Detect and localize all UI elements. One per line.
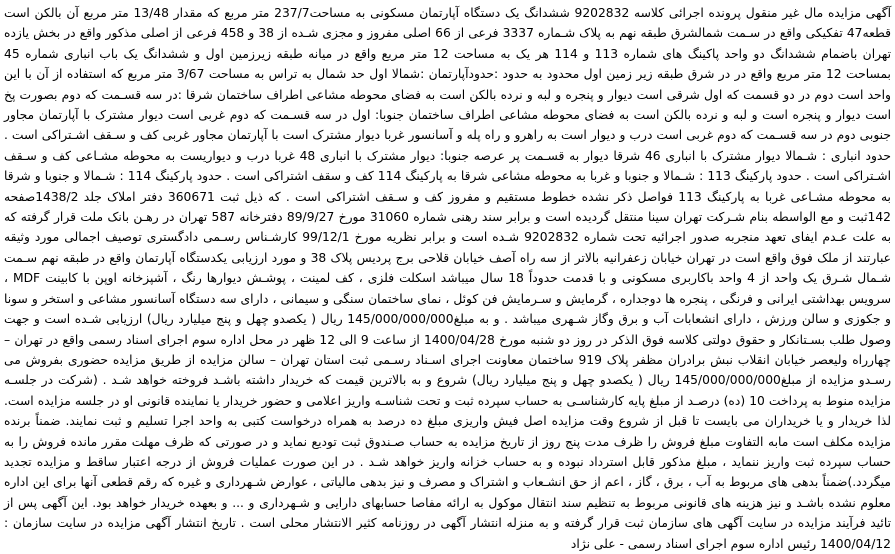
auction-notice-text: آگهی مزایده مال غیر منقول پرونده اجرائی کلاسه 9202832 ششدانگ یک دستگاه آپارتمان مسکونی به مساحت237/7 متر مربع که مقدار 13/48 متر مربع آن بالکن است قطعه47 تفکیکی واقع در سـمت شمالشرق طبقه نهم به پلاک شـماره 3337 فرعی از 66 اصلی مفروز و مجزی شـده از 38 و 458 فرعی از اصلی مذکور واقع در بخش یازده تهران باضمام ششدانگ دو واحد پاکینگ های شماره 113 و 114 هر یک به مساحت 12 متر مربع واقع در میانه طبقه زیرزمین اول و ششدانگ یک باب انباری شماره 45 بمساحت 12 متر مربع واقع در در شرق طبقه زیر زمین اول محدود به حدود :حدودآپارتمان :شمالا اول حد شمال به تراس به مساحت 3/67 متر مربع که استفاده از آن با این واحد است دوم در دو قسمت که اول شرقی است دیوار و پنجره و لبه و نرده بالکن است به فضای محوطه مشاعی اطراف ساختمان شرقا :در سه قسـمت که دوم بصورت پخ است دیوار و پنجره است و لبه و نرده بالکن است به فضای محوطه مشاعی اطراف ساختمان جنوبا: اول در سه قسـمت که دوم غربی است دیوار مشترک با آپارتمان مجاور جنوبی دوم در سه قسـمت که دوم غربی است درب و دیوار است به راهرو و راه پله و آسانسور غربا دیوار مشترک است با آپارتمان مجاور غربی کف و سـقف اشـتراکی است . حدود انباری : شـمالا دیوار مشترک با انباری 46 شرقا دیوار به قسـمت پر عرصه جنوبا: دیوار مشترک با انباری 48 غربا درب و دیواریست به محوطه مشـاعی کف و سـقف اشـتراکی است . حدود پارکینگ 113 : شـمالا و جنوبا و غربا به محوطه مشاعی شرقا به پارکینگ 114 کف و سقف اشتراکی است . حدود پارکینگ 114 : شـمالا و جنوبا و شرقا به محوطه مشـاعی غربا به پارکینگ 113 فواصل ذکر نشده خطوط مستقیم و مفروز کف و سـقف اشتراکی است . که ذیل ثبت 360671 دفتر املاک جلد 1438/2صفحه 142ثبت و مع الواسطه بنام شـرکت تهران سینا منتقل گردیده است و برابر سند رهنی شماره 31060 مورخ 89/9/27 دفترخانه 587 تهران در رهـن بانک ملت قرار گرفته که به علت عـدم ایفای تعهد منجربه صدور اجرائیه تحت شماره 9202832 شـده است و برابر نظریه مورخ 99/12/1 کارشـناس رسـمی دادگستری توصیف اجمالی مورد وثیقه عبارتند از ملک فوق واقع است در تهران خیابان زعفرانیه بالاتر از سه راه آصف خیابان قلاحی برج پردیس پلاک 38 و مورد ارزیابی یکدستگاه آپارتمان واقع در طبقه نهم سـمت شـمال شـرق یک واحد از 4 واحد باکاربری مسکونی و با قدمت حدوداً 18 سال میباشد اسکلت فلزی ، کف لمینت ، پوشـش دیوارها رنگ ، آشپزخانه اوپن با کابینت MDF ، سرویس بهداشتی ایرانی و فرنگی ، پنجره ها دوجداره ، گرمایش و سـرمایش فن کوئل ، نمای ساختمان سنگی و سیمانی ، دارای سه دستگاه آسانسور مشاعی و استخر و سونا و جکوزی و سالن ورزش ، دارای انشعابات آب و برق وگاز شـهری میباشد . و به مبلغ145/000/000/000 ریال ( یکصدو چهل و پنج میلیارد ریال) ارزیابی شـده است و جهت وصول طلب بسـتانکار و حقوق دولتی کلاسه فوق الذکر در روز دو شنبه مورخ 1400/04/28 از ساعت 9 الی 12 ظهر در محل اداره سوم اجرای اسناد رسمی واقع در تهران – چهارراه ولیعصر خیابان انقلاب نبش برادران مظفر پلاک 919 ساختمان معاونت اجرای اسـناد رسـمی ثبت استان تهران – سالن مزایده از طریق مزایده حضوری بفروش می رسـدو مزایده از مبلغ145/000/000/000 ریال ( یکصدو چهل و پنج میلیارد ریال) شروع و به بالاترین قیمت که خریدار داشته باشـد فروخته خواهد شـد . (شرکت در جلسـه مزایده منوط به پرداخت 10 (ده) درصـد از مبلغ پایه کارشناسـی به حساب سپرده ثبت و تحت شناسـه واریز اعلامی و حضور خریدار یا نماینده قانونی او در جلسه مزایده است. لذا خریدار و یا خریداران می بایست تا قبل از شروع وقت مزایده اصل فیش واریزی مبلغ ده درصد به همراه درخواست کتبی به واحد اجرا تسلیم و ثبت نمایند. ضمناً برنده مزایده مکلف است مابه التفاوت مبلغ فروش را ظرف مدت پنج روز از تاریخ مزایده به حساب صـندوق ثبت تودیع نماید و در صورتی که ظرف مهلت مقرر مانده فروش را به حساب سپرده ثبت واریز ننماید ، مبلغ مذکور قابل استرداد نبوده و به حساب خزانه واریز خواهد شـد . در این صورت عملیات فروش از درجه اعتبار ساقط و مزایده تجدید میگردد.)ضمناً بدهی های مربوط به آب ، برق ، گاز ، اعم از حق انشـعاب و اشتراک و مصرف و نیز بدهی مالیاتی ، عوارض شـهرداری و غیره که رقم قطعی آنها برای این اداره معلوم نشده باشـد و نیز هزینه های قانونی مربوط به تنظیم سند انتقال موکول به ارائه مفاصا حسابهای دارایی و شـهرداری و ... و بعهده خریدار خواهد بود. این آگهی پس از تائید فرآیند مزایده در سایت آگهی های سازمان ثبت قرار گرفته و به منزله انتشار آگهی در روزنامه کثیر الانتشار محلی است . تاریخ انتشار آگهی مزایده در سایت سازمان : 1400/04/12 رئیس اداره سوم اجرای اسناد رسمی - علی نژاد bbox=[4, 6, 892, 551]
